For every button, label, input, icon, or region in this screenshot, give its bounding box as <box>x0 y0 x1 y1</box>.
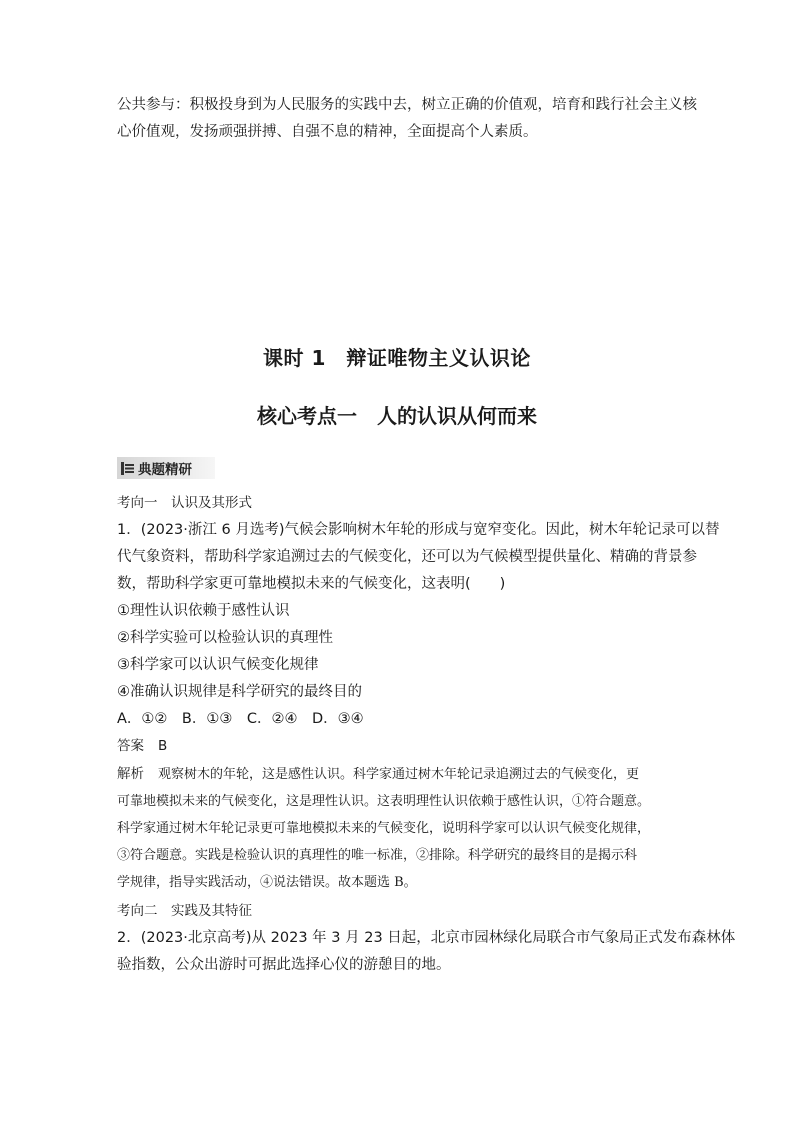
intro-paragraph <box>117 92 697 146</box>
option-item: ④准确认识规律是科学研究的最终目的 <box>117 684 362 700</box>
answer-choices: A．①② B．①③ C．②④ D．③④ <box>117 711 364 727</box>
direction-heading: 考向一 认识及其形式 <box>117 495 252 511</box>
core-point-title: 核心考点一 人的认识从何而来 <box>257 404 537 428</box>
explanation-text: 观察树木的年轮，这是感性认识。科学家通过树木年轮记录追溯过去的气候变化，更 <box>158 767 640 782</box>
section-banner <box>117 457 215 479</box>
banner-label: 典题精研 <box>138 462 192 478</box>
answer-label: 答案 <box>117 738 144 754</box>
question-line: 验指数，公众出游时可据此选择心仪的游憩目的地。 <box>117 957 451 973</box>
intro-line: 公共参与：积极投身到为人民服务的实践中去，树立正确的价值观，培育和践行社会主义核 <box>117 97 697 113</box>
question-line: 代气象资料，帮助科学家追溯过去的气候变化，还可以为气候模型提供量化、精确的背景参 <box>117 549 697 565</box>
question-line: 数，帮助科学家更可靠地模拟未来的气候变化，这表明( ) <box>117 576 506 592</box>
book-icon <box>121 462 134 475</box>
question-line: 2．(2023·北京高考)从 2023 年 3 月 23 日起，北京市园林绿化局联合市气象局正式发布森林体 <box>117 930 736 946</box>
direction-heading: 考向二 实践及其特征 <box>117 903 252 919</box>
answer-line <box>117 733 679 760</box>
explanation-label: 解析 <box>117 766 144 782</box>
question-block-1 <box>117 490 720 760</box>
question-block-2 <box>117 898 736 979</box>
intro-line: 心价值观，发扬顽强拼搏、自强不息的精神，全面提高个人素质。 <box>117 124 538 140</box>
explanation-line: 科学家通过树木年轮记录更可靠地模拟未来的气候变化，说明科学家可以认识气候变化规律， <box>117 821 651 836</box>
explanation-line <box>117 761 682 788</box>
explanation-line: 学规律，指导实践活动，④说法错误。故本题选 B。 <box>117 875 417 890</box>
option-item: ①理性认识依赖于感性认识 <box>117 603 290 619</box>
question-line: 1．(2023·浙江 6 月选考)气候会影响树木年轮的形成与宽窄变化。因此，树木年轮记录可以替 <box>117 522 720 538</box>
option-item: ③科学家可以认识气候变化规律 <box>117 657 319 673</box>
lesson-title: 课时 1 辩证唯物主义认识论 <box>263 346 531 370</box>
explanation-block <box>117 761 682 896</box>
explanation-line: ③符合题意。实践是检验认识的真理性的唯一标准，②排除。科学研究的最终目的是揭示科 <box>117 848 638 863</box>
explanation-line: 可靠地模拟未来的气候变化，这是理性认识。这表明理性认识依赖于感性认识，①符合题意。 <box>117 794 651 809</box>
option-item: ②科学实验可以检验认识的真理性 <box>117 630 333 646</box>
answer-value: B <box>158 738 168 754</box>
